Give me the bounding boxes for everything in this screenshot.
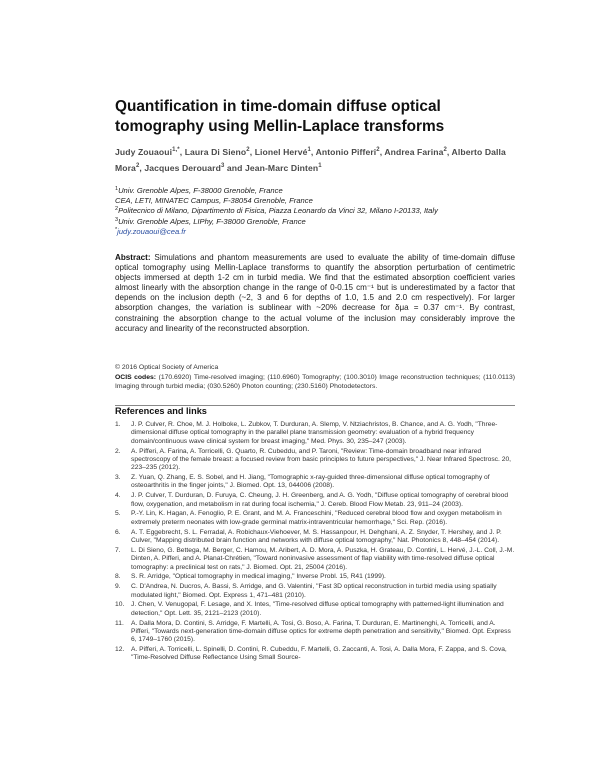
reference-item: 8. S. R. Arridge, "Optical tomography in medical imaging," Inverse Probl. 15, R41 (1999). xyxy=(115,573,386,581)
reference-item: 1. J. P. Culver, R. Choe, M. J. Holboke, L. Zubkov, T. Durduran, A. Slemp, V. Ntziachristos, B. Chance, and A. G. Yodh, "Three-dimensional diffuse optical tomography in the parallel plane transmission geometry: evaluation of a hybrid frequency domain/continuous wave clinical system for breast imaging," Med. Phys. 30, 235–247 (2003). xyxy=(115,421,498,445)
references-heading: References and links xyxy=(115,406,207,416)
author: Jean-Marc Dinten$^1$ xyxy=(244,163,322,173)
reference-item: 11. A. Dalla Mora, D. Contini, S. Arridge, F. Martelli, A. Tosi, G. Boso, A. Farina, T. Durduran, E. Martinenghi, A. Torricelli, and A. Pifferi, "Towards next-generation time-domain diffuse optics for extreme depth penetration and sensitivity," Biomed. Opt. Express 6, 1749–1760 (2015). xyxy=(115,619,511,644)
reference-item: 4. J. P. Culver, T. Durduran, D. Furuya, C. Cheung, J. H. Greenberg, and A. G. Yodh, "Diffuse optical tomography of cerebral blood flow, oxygenation, and metabolism in rat during focal ischemia," J. Cereb. Blood Flow Metab. 23, 911–24 (2003). xyxy=(115,492,509,508)
reference-item: 10. J. Chen, V. Venugopal, F. Lesage, and X. Intes, "Time-resolved diffuse optical tomography with patterned-light illumination and detection," Opt. Lett. 35, 2121–2123 (2010). xyxy=(115,601,504,617)
reference-item: 12. A. Pifferi, A. Torricelli, L. Spinelli, D. Contini, R. Cubeddu, F. Martelli, G. Zaccanti, A. Tosi, A. Dalla Mora, F. Zappa, and S. Cova, "Time-Resolved Diffuse Reflectance Using Small Source- xyxy=(115,646,507,662)
authors-and: and xyxy=(226,163,243,173)
author: Alberto Dalla Mora$^2$ xyxy=(115,147,506,173)
reference-item: 2. A. Pifferi, A. Farina, A. Torricelli, G. Quarto, R. Cubeddu, and P. Taroni, "Review: Time-domain broadband near infrared spectroscopy of the female breast: a focused review from basic principles to future perspectives," J. Near Infrared Spectrosc. 20, 223–235 (2012). xyxy=(115,447,512,472)
email-link[interactable]: judy.zouaoui@cea.fr xyxy=(117,227,186,237)
author: Antonio Pifferi$^2$ xyxy=(315,147,380,157)
ocis-codes xyxy=(115,374,515,391)
abstract-text: Simulations and phantom measurements are used to evaluate the ability of time-domain diffuse optical tomography using Mellin-Laplace transforms to quantify the absorption perturbation of centimetric objects immersed at depth 1-2 cm in turbid media. We find that the estimated absorption coefficient varies almost linearly with the absorption change in the range of 0-0.15 cm⁻¹ but is underestimated by a factor that depends on the inclusion depth (~2, 3 and 6 for depths of 1.0, 1.5 and 2.0 cm respectively). For larger absorption changes, the variation is sublinear with ~20% decrease for δμa = 0.37 cm⁻¹. By contrast, constraining the absorption change to the actual volume of the inclusion may considerably improve the accuracy and linearity of the reconstructed absorption. xyxy=(115,253,515,333)
copyright: © 2016 Optical Society of America xyxy=(115,364,219,371)
affiliation: $^2$Politecnico di Milano, Dipartimento di Fisica, Piazza Leonardo da Vinci 32, Milano I-20133, Italy xyxy=(115,206,438,216)
corresponding-email[interactable]: *judy.zouaoui@cea.fr xyxy=(115,227,186,237)
ocis-label: OCIS codes: xyxy=(115,374,157,381)
author: Laura Di Sieno$^2$ xyxy=(184,147,250,157)
reference-list xyxy=(115,421,515,664)
affiliation: $^3$Univ. Grenoble Alpes, LIPhy, F-38000 Grenoble, France xyxy=(115,216,306,226)
reference-item: 5. P.-Y. Lin, K. Hagan, A. Fenoglio, P. E. Grant, and M. A. Franceschini, "Reduced cerebral blood flow and oxygen metabolism in extremely preterm neonates with low-grade germinal matrix-intraventricular hemorrhage," Sci. Rep. (2016). xyxy=(115,510,502,526)
affiliations xyxy=(115,185,515,237)
author: Lionel Hervé$^1$ xyxy=(254,147,311,157)
ocis-text: (170.6920) Time-resolved imaging; (110.6960) Tomography; (100.3010) Image reconstruction techniques; (110.0113) Imaging through turbid media; (030.5260) Photon counting; (230.5160) Photodetectors. xyxy=(115,374,516,390)
author: Judy Zouaoui$^{1,*}$ xyxy=(115,147,180,157)
paper-title: Quantification in time-domain diffuse optical tomography using Mellin-Laplace transforms xyxy=(115,98,445,135)
abstract-label: Abstract: xyxy=(115,253,151,262)
reference-item: 3. Z. Yuan, Q. Zhang, E. S. Sobel, and H. Jiang, "Tomographic x-ray-guided three-dimensional diffuse optical tomography of osteoarthritis in the finger joints," J. Biomed. Opt. 13, 044006 (2008). xyxy=(115,474,490,490)
reference-item: 6. A. T. Eggebrecht, S. L. Ferradal, A. Robichaux-Viehoever, M. S. Hassanpour, H. Dehghani, A. Z. Snyder, T. Hershey, and J. P. Culver, "Mapping distributed brain function and networks with diffuse optical tomography," Nat. Photonics 8, 448–454 (2014). xyxy=(115,528,502,544)
author: Jacques Derouard$^3$ xyxy=(144,163,225,173)
reference-item: 7. L. Di Sieno, G. Bettega, M. Berger, C. Hamou, M. Aribert, A. D. Mora, A. Puszka, H. Grateau, D. Contini, L. Hervé, J.-L. Coll, J.-M. Dinten, A. Pifferi, and A. Planat-Chrétien, "Toward noninvasive assessment of flap viability with time-resolved diffuse optical tomography: a preclinical test on rats," J. Biomed. Opt. 21, 25004 (2016). xyxy=(115,546,515,571)
reference-item: 9. C. D'Andrea, N. Ducros, A. Bassi, S. Arridge, and G. Valentini, "Fast 3D optical reconstruction in turbid media using spatially modulated light," Biomed. Opt. Express 1, 471–481 (2010). xyxy=(115,583,497,599)
author-list: Judy Zouaoui$^{1,*}$, Laura Di Sieno$^2$, Lionel Hervé$^1$, Antonio Pifferi$^2$, Andrea Farina$^2$, Alberto Dalla Mora$^2$, Jacques Derouard$^3$ and Jean-Marc Dinten$^1$ xyxy=(115,147,506,173)
abstract xyxy=(115,253,515,334)
author: Andrea Farina$^2$ xyxy=(384,147,447,157)
affiliation: $^1$Univ. Grenoble Alpes, F-38000 Grenoble, France xyxy=(115,186,283,195)
affiliation: CEA, LETI, MINATEC Campus, F-38054 Grenoble, France xyxy=(115,195,313,205)
